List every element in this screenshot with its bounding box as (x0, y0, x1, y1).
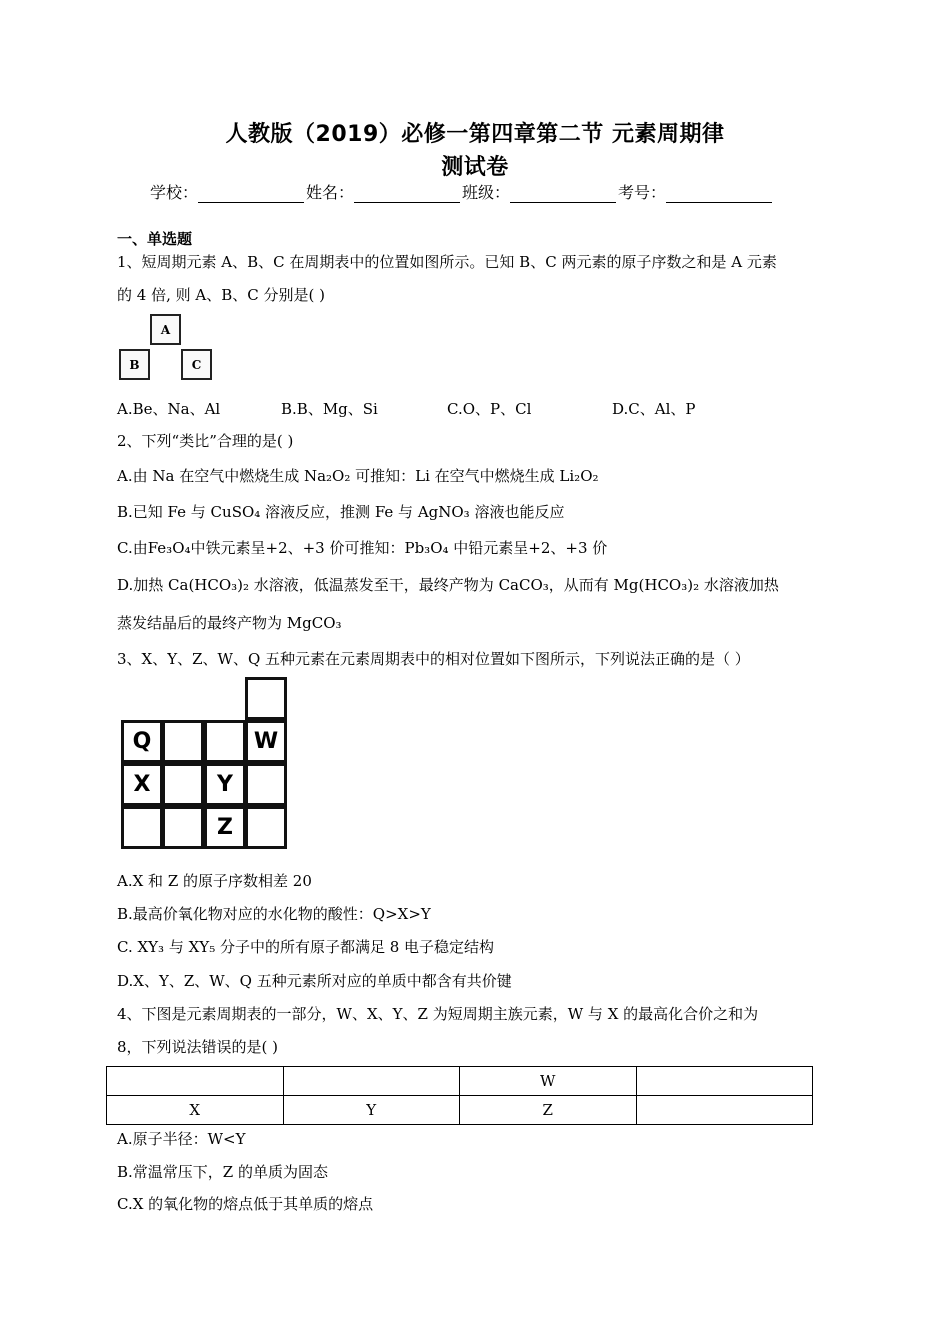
q4-option-b[interactable]: B.常温常压下，Z 的单质为固态 (117, 1163, 328, 1181)
page-title: 人教版（2019）必修一第四章第二节 元素周期律 (225, 122, 725, 147)
page-subtitle: 测试卷 (441, 155, 509, 180)
q4-option-c[interactable]: C.X 的氧化物的熔点低于其单质的熔点 (117, 1195, 374, 1213)
q1-option-c[interactable]: C.O、P、Cl (447, 400, 532, 418)
q3-cell-empty (162, 806, 204, 849)
table-cell (636, 1096, 813, 1125)
q3-cell-empty (245, 806, 287, 849)
table-cell: Y (283, 1096, 460, 1125)
q3-cell-empty (162, 720, 204, 763)
table-cell: X (107, 1096, 284, 1125)
class-blank[interactable] (510, 184, 616, 203)
exam-no-blank[interactable] (666, 184, 772, 203)
q3-periodic-figure (121, 677, 291, 852)
q3-cell-q: Q (121, 720, 163, 763)
q4-stem-line2: 8，下列说法错误的是( ) (117, 1038, 279, 1056)
q3-option-c[interactable]: C. XY₃ 与 XY₅ 分子中的所有原子都满足 8 电子稳定结构 (117, 938, 495, 956)
q3-cell-empty (245, 763, 287, 806)
q3-cell-y: Y (204, 763, 246, 806)
q3-cell-x: X (121, 763, 163, 806)
q3-option-d[interactable]: D.X、Y、Z、W、Q 五种元素所对应的单质中都含有共价键 (117, 972, 512, 990)
q2-stem: 2、下列“类比”合理的是( ) (117, 432, 294, 450)
class-label: 班级： (462, 183, 511, 202)
q1-cell-a: A (150, 314, 181, 345)
name-blank[interactable] (354, 184, 460, 203)
table-row (107, 1096, 813, 1125)
table-cell (283, 1067, 460, 1096)
name-label: 姓名： (306, 183, 355, 202)
exam-no-label: 考号： (618, 183, 667, 202)
q1-periodic-figure (117, 314, 217, 384)
q1-cell-b: B (119, 349, 150, 380)
q1-stem-line1: 1、短周期元素 A、B、C 在周期表中的位置如图所示。已知 B、C 两元素的原子序数之和是 A 元素 (117, 253, 777, 271)
q3-cell-w: W (245, 720, 287, 763)
q3-cell-empty (121, 806, 163, 849)
q2-option-b[interactable]: B.已知 Fe 与 CuSO₄ 溶液反应，推测 Fe 与 AgNO₃ 溶液也能反应 (117, 503, 565, 521)
school-label: 学校： (150, 183, 199, 202)
q4-periodic-table (106, 1066, 813, 1125)
q1-option-d[interactable]: D.C、Al、P (612, 400, 696, 418)
table-cell: Z (460, 1096, 637, 1125)
q3-stem: 3、X、Y、Z、W、Q 五种元素在元素周期表中的相对位置如下图所示，下列说法正确的是（ ） (117, 650, 750, 668)
q1-option-b[interactable]: B.B、Mg、Si (281, 400, 378, 418)
q3-cell-empty (162, 763, 204, 806)
student-info-row (150, 180, 810, 203)
table-cell (107, 1067, 284, 1096)
table-cell: W (460, 1067, 637, 1096)
q3-cell-empty (204, 720, 246, 763)
q2-option-a[interactable]: A.由 Na 在空气中燃烧生成 Na₂O₂ 可推知：Li 在空气中燃烧生成 Li₂O₂ (117, 467, 599, 485)
q4-stem-line1: 4、下图是元素周期表的一部分，W、X、Y、Z 为短周期主族元素，W 与 X 的最高化合价之和为 (117, 1005, 759, 1023)
q3-option-b[interactable]: B.最高价氧化物对应的水化物的酸性：Q>X>Y (117, 905, 431, 923)
q3-option-a[interactable]: A.X 和 Z 的原子序数相差 20 (117, 872, 312, 890)
q2-option-d-line1[interactable]: D.加热 Ca(HCO₃)₂ 水溶液，低温蒸发至干，最终产物为 CaCO₃，从而有 Mg(HCO₃)₂ 水溶液加热 (117, 576, 779, 594)
q1-cell-c: C (181, 349, 212, 380)
q1-option-a[interactable]: A.Be、Na、Al (117, 400, 221, 418)
table-cell (636, 1067, 813, 1096)
q3-cell-empty (245, 677, 287, 720)
q4-option-a[interactable]: A.原子半径：W<Y (117, 1130, 246, 1148)
table-row (107, 1067, 813, 1096)
q1-stem-line2: 的 4 倍, 则 A、B、C 分别是( ) (117, 286, 325, 304)
school-blank[interactable] (198, 184, 304, 203)
q3-cell-z: Z (204, 806, 246, 849)
section-heading: 一、单选题 (117, 230, 193, 248)
q2-option-c[interactable]: C.由Fe₃O₄中铁元素呈+2、+3 价可推知：Pb₃O₄ 中铅元素呈+2、+3 价 (117, 539, 608, 557)
q2-option-d-line2[interactable]: 蒸发结晶后的最终产物为 MgCO₃ (117, 614, 342, 632)
